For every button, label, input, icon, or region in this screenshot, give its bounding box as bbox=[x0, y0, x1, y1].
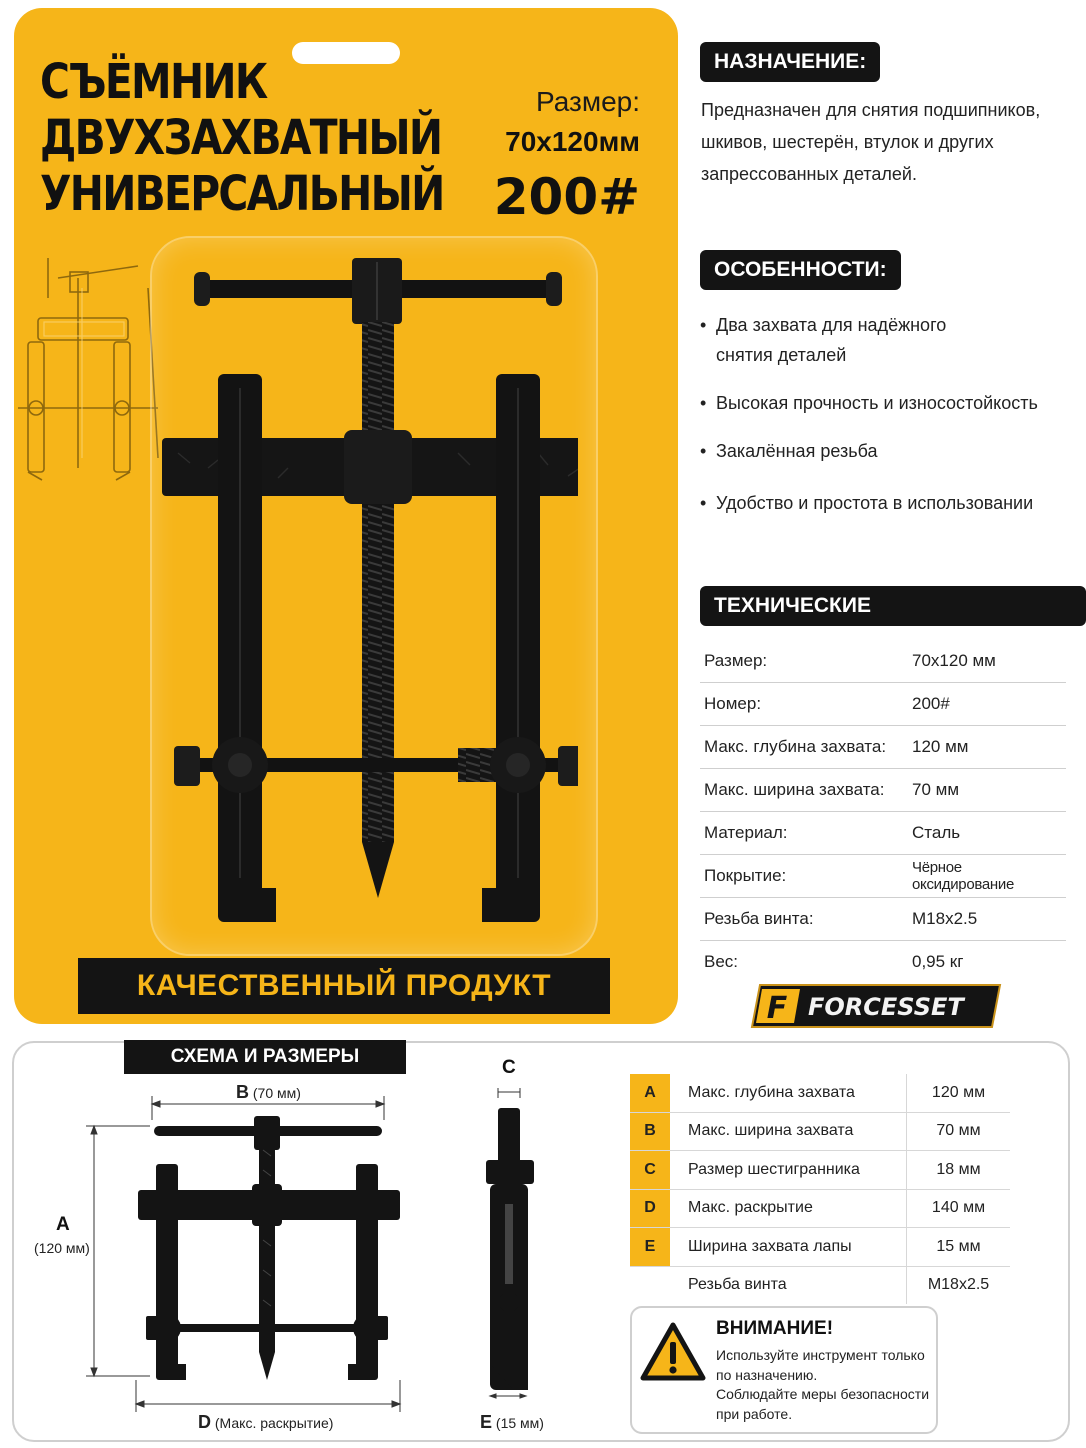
dims-value: 70 мм bbox=[936, 1122, 981, 1140]
dim-b-value: (70 мм) bbox=[252, 1085, 301, 1101]
feature-item-3: • Закалённая резьба bbox=[700, 436, 1070, 466]
puller-side-drawing bbox=[472, 1074, 562, 1414]
dims-row bbox=[630, 1267, 1010, 1305]
spec-key: Вес: bbox=[704, 952, 739, 971]
feature-item-1: • Два захвата для надёжного снятия деталей bbox=[700, 310, 966, 370]
dims-value: 15 мм bbox=[936, 1237, 981, 1255]
specs-heading: ТЕХНИЧЕСКИЕ ХАРАКТЕРИСТИКИ: bbox=[700, 586, 1086, 626]
spec-row bbox=[700, 855, 1066, 898]
purpose-heading: НАЗНАЧЕНИЕ: bbox=[700, 42, 880, 82]
dim-e-letter: E bbox=[480, 1412, 493, 1432]
dim-c-letter: C bbox=[502, 1057, 516, 1078]
spec-value: 200# bbox=[912, 694, 950, 713]
spec-value: 120 мм bbox=[912, 737, 969, 756]
dims-label: Размер шестигранника bbox=[670, 1151, 907, 1189]
spec-value: Чёрное оксидирование bbox=[912, 859, 1015, 893]
spec-value: 70 мм bbox=[912, 780, 960, 799]
spec-key: Резьба винта: bbox=[704, 909, 814, 928]
dims-label: Макс. раскрытие bbox=[670, 1190, 907, 1228]
dim-d-value: (Макс. раскрытие) bbox=[214, 1415, 334, 1431]
spec-row bbox=[700, 812, 1066, 855]
model-number: 200# bbox=[493, 168, 640, 226]
dims-label: Макс. глубина захвата bbox=[670, 1074, 907, 1112]
spec-key: Макс. глубина захвата: bbox=[704, 737, 887, 756]
dims-value: 140 мм bbox=[931, 1199, 986, 1217]
dims-label: Макс. ширина захвата bbox=[670, 1113, 907, 1151]
dims-row bbox=[630, 1228, 1010, 1267]
dims-letter: A bbox=[630, 1074, 670, 1112]
spec-row bbox=[700, 640, 1066, 683]
warning-text bbox=[716, 1346, 930, 1424]
spec-row bbox=[700, 898, 1066, 941]
spec-value: Сталь bbox=[912, 823, 961, 842]
spec-value: 70x120 мм bbox=[912, 651, 996, 670]
dims-row bbox=[630, 1074, 1010, 1113]
warning-title: ВНИМАНИЕ! bbox=[716, 1318, 834, 1339]
title-line-3: УНИВЕРСАЛЬНЫЙ bbox=[40, 166, 444, 222]
dim-e bbox=[480, 1412, 544, 1433]
features-heading: ОСОБЕННОСТИ: bbox=[700, 250, 901, 290]
dimensions-table bbox=[630, 1074, 1010, 1304]
features-list bbox=[700, 310, 1070, 518]
dims-value: 120 мм bbox=[931, 1083, 986, 1101]
dim-a-value: (120 мм) bbox=[34, 1240, 90, 1256]
logo-text: FORCESSET bbox=[808, 993, 964, 1021]
spec-row bbox=[700, 941, 1066, 983]
product-title bbox=[40, 54, 444, 222]
logo-letter: F bbox=[766, 991, 788, 1026]
feature-item-4: • Удобство и простота в использовании bbox=[700, 488, 1070, 518]
dims-row bbox=[630, 1151, 1010, 1190]
spec-key: Макс. ширина захвата: bbox=[704, 780, 885, 799]
warning-line: Соблюдайте меры безопасности bbox=[716, 1386, 930, 1402]
dims-letter: C bbox=[630, 1151, 670, 1189]
dim-d-letter: D bbox=[198, 1412, 211, 1432]
dims-letter bbox=[630, 1267, 670, 1305]
forcesset-logo bbox=[750, 983, 1002, 1029]
spec-value: 0,95 кг bbox=[912, 952, 964, 971]
spec-value: M18x2.5 bbox=[912, 909, 978, 928]
dims-label: Ширина захвата лапы bbox=[670, 1228, 907, 1266]
dim-a-letter: A bbox=[56, 1214, 70, 1235]
dims-label: Резьба винта bbox=[670, 1267, 907, 1305]
dim-e-value: (15 мм) bbox=[495, 1415, 544, 1431]
size-label: Размер: bbox=[535, 86, 640, 117]
dims-value: 18 мм bbox=[936, 1160, 981, 1178]
puller-product-image bbox=[158, 248, 578, 928]
schema-heading: СХЕМА И РАЗМЕРЫ bbox=[124, 1040, 406, 1074]
spec-row bbox=[700, 726, 1066, 769]
warning-line: Используйте инструмент только bbox=[716, 1347, 925, 1363]
warning-triangle-icon bbox=[640, 1322, 706, 1382]
sketch-illustration bbox=[18, 258, 168, 498]
size-value: 70x120мм bbox=[505, 126, 640, 157]
dims-value: M18x2.5 bbox=[927, 1276, 990, 1294]
feature-item-2: • Высокая прочность и износостойкость bbox=[700, 388, 1070, 418]
dim-b-letter: B bbox=[236, 1082, 249, 1102]
spec-row bbox=[700, 683, 1066, 726]
dim-b bbox=[236, 1082, 301, 1103]
spec-key: Покрытие: bbox=[704, 866, 787, 885]
dims-letter: E bbox=[630, 1228, 670, 1266]
warning-line: по назначению. bbox=[716, 1366, 818, 1383]
dim-d bbox=[198, 1412, 333, 1433]
dims-row bbox=[630, 1113, 1010, 1152]
spec-key: Размер: bbox=[704, 651, 768, 670]
puller-front-drawing bbox=[80, 1080, 420, 1420]
warning-box bbox=[630, 1306, 938, 1434]
title-line-2: ДВУХЗАХВАТНЫЙ bbox=[40, 110, 442, 166]
specs-table bbox=[700, 640, 1066, 983]
product-card bbox=[14, 8, 678, 1024]
purpose-text: Предназначен для снятия подшипников, шкивов, шестерён, втулок и других запрессованных деталей. bbox=[701, 100, 1041, 184]
dims-row bbox=[630, 1190, 1010, 1229]
quality-banner: КАЧЕСТВЕННЫЙ ПРОДУКТ bbox=[78, 958, 610, 1014]
spec-row bbox=[700, 769, 1066, 812]
dims-letter: D bbox=[630, 1190, 670, 1228]
warning-line: при работе. bbox=[716, 1405, 793, 1422]
spec-key: Номер: bbox=[704, 694, 762, 713]
dims-letter: B bbox=[630, 1113, 670, 1151]
spec-key: Материал: bbox=[704, 823, 788, 842]
title-line-1: СЪЁМНИК bbox=[40, 54, 267, 110]
